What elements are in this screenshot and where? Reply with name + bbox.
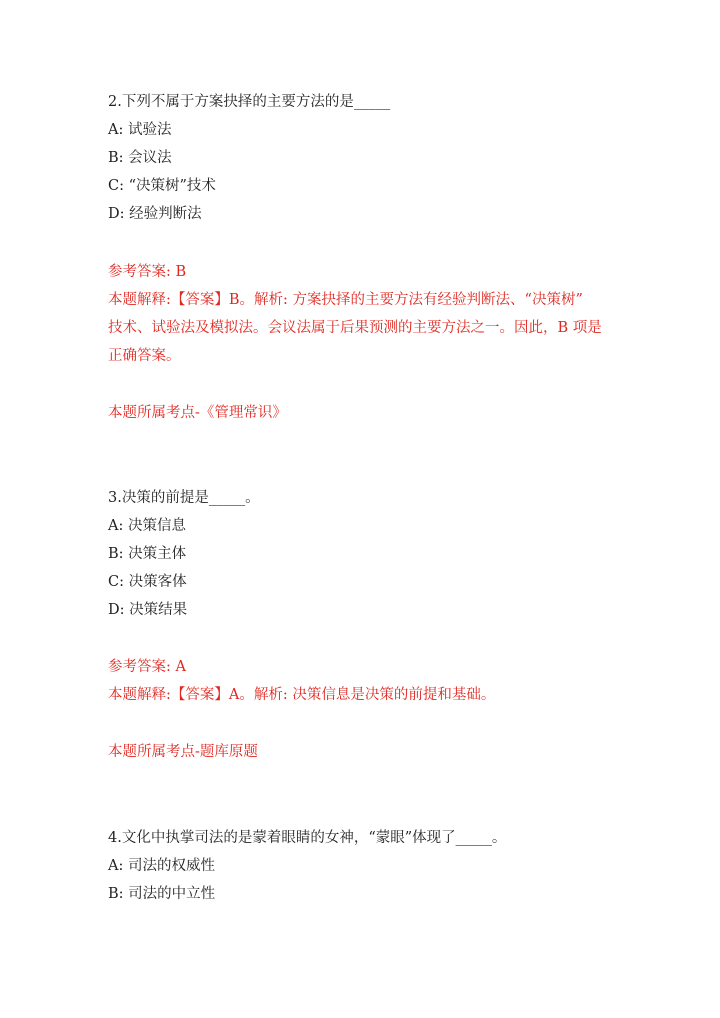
question-2-explanation-line-3: 正确答案。 <box>108 348 181 364</box>
question-4-stem: 4.文化中执掌司法的是蒙着眼睛的女神，“蒙眼”体现了_____。 <box>108 830 507 846</box>
question-3-option-b: B: 决策主体 <box>108 546 187 562</box>
question-2-answer: 参考答案: B <box>108 264 187 280</box>
question-3-explanation-line-1: 本题解释:【答案】A。解析: 决策信息是决策的前提和基础。 <box>108 687 496 703</box>
question-2-option-d: D: 经验判断法 <box>108 206 202 222</box>
question-2-topic: 本题所属考点-《管理常识》 <box>108 405 287 421</box>
question-4-option-a: A: 司法的权威性 <box>108 858 215 874</box>
question-2-stem: 2.下列不属于方案抉择的主要方法的是_____ <box>108 94 391 110</box>
question-2-explanation-line-2: 技术、试验法及模拟法。会议法属于后果预测的主要方法之一。因此，B 项是 <box>108 320 602 336</box>
question-3-answer: 参考答案: A <box>108 659 186 675</box>
question-3-option-d: D: 决策结果 <box>108 602 188 618</box>
question-2-option-a: A: 试验法 <box>108 122 172 138</box>
question-2-explanation-line-1: 本题解释:【答案】B。解析: 方案抉择的主要方法有经验判断法、“决策树” <box>108 292 583 308</box>
question-3-option-a: A: 决策信息 <box>108 518 186 534</box>
question-4-option-b: B: 司法的中立性 <box>108 886 216 902</box>
question-2-option-c: C: “决策树”技术 <box>108 178 216 194</box>
question-3-option-c: C: 决策客体 <box>108 574 187 590</box>
question-3-topic: 本题所属考点-题库原题 <box>108 744 258 760</box>
question-2-option-b: B: 会议法 <box>108 150 172 166</box>
question-3-stem: 3.决策的前提是_____。 <box>108 490 260 506</box>
